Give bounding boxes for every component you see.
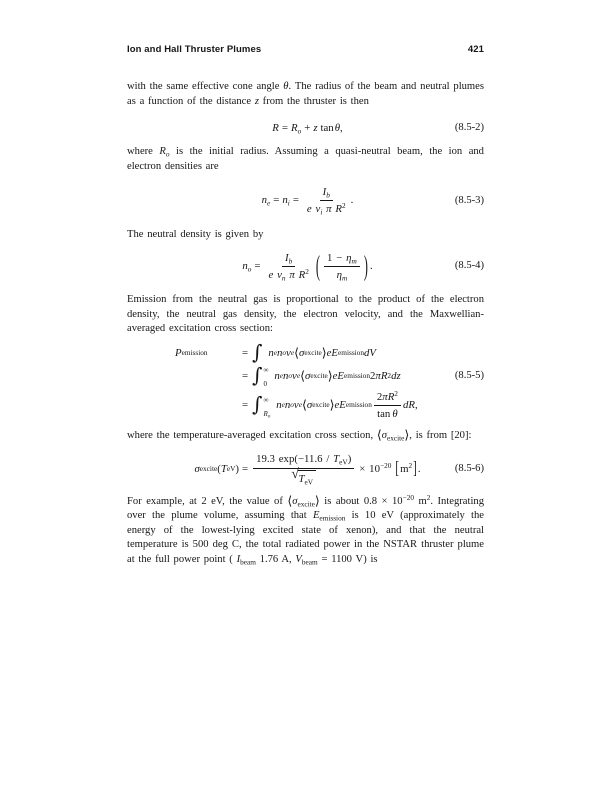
integral-sign: [252, 362, 269, 389]
integral-sign: [252, 339, 263, 364]
equation-label: (8.5-2): [454, 122, 484, 134]
math-var-pi: π: [289, 269, 295, 282]
math-var-sigma: σ: [381, 429, 387, 441]
equation-label: (8.5-6): [454, 462, 484, 474]
plus-sign: +: [304, 122, 311, 135]
equals-sign: =: [273, 194, 280, 207]
math-times-power: [359, 460, 392, 476]
integral-glyph: ∫: [252, 362, 263, 387]
fraction: [304, 185, 349, 216]
math-var-sigma: σ: [304, 369, 311, 382]
math-term: [291, 122, 301, 135]
math-var: n: [268, 346, 274, 359]
math-superscript: 2: [394, 388, 398, 398]
equation-rhs: = ∫ ∞ $R_o$ n e n o v e ⟨ σ excite ⟩ e E emission $\frac{2\pi R^2}{\text{tan θ}}$ dR ,: [242, 388, 418, 420]
math-var-pi: π: [382, 390, 388, 403]
math-var: I: [236, 553, 241, 565]
math-subscript: [289, 256, 293, 265]
left-parenthesis: (: [315, 249, 321, 283]
math-var: e: [296, 370, 301, 380]
math-var: e: [334, 399, 340, 412]
equation-label: (8.5-3): [454, 194, 484, 206]
math-subscript: [288, 199, 290, 208]
text-run: with the same effective cone angle: [127, 81, 284, 92]
text-run: is the initial radius. Assuming a quasi-neutral beam, the ion and electron densities are: [127, 146, 484, 172]
math-term: [242, 260, 251, 273]
right-angle-bracket: ⟩: [327, 367, 333, 383]
times-ten: × 10: [359, 462, 380, 475]
math-var: i: [287, 198, 290, 208]
math-var: T: [220, 462, 227, 475]
math-var: I: [285, 251, 289, 264]
integral-limits: [264, 397, 271, 418]
math-superscript: 2: [426, 492, 431, 502]
equation-label: (8.5-4): [454, 260, 484, 272]
equation-body: [152, 251, 463, 282]
math-subscript: [326, 191, 330, 200]
equation-8-5-2: [127, 122, 484, 135]
math-coefficient: 2: [369, 369, 376, 382]
math-var: e: [298, 400, 302, 410]
math-var: E: [331, 346, 339, 359]
math-var: e: [273, 347, 277, 357]
left-angle-bracket: ⟨: [376, 426, 382, 442]
math-var: P: [175, 346, 182, 359]
fraction: [324, 251, 360, 282]
math-subscript: eV: [339, 457, 348, 467]
math-subscript: excite: [386, 433, 405, 443]
math-function: tan: [377, 407, 391, 420]
math-coefficient: 2: [376, 390, 383, 403]
page-content: [127, 44, 484, 568]
math-term: P emission: [175, 346, 208, 359]
math-var: n: [276, 346, 283, 359]
math-var: R: [263, 409, 268, 418]
math-var: V: [295, 553, 302, 565]
math-var: o: [288, 370, 293, 380]
math-var: o: [267, 413, 271, 420]
upper-limit: ∞: [263, 366, 269, 375]
equation-body: σ excite ( T eV ) = 19.3 $\exp(-11.6 / T_{eV})$ √ $T_{eV}$ × $10^{-20}$ [ $m^2$ ] .: [194, 453, 421, 487]
math-var: b: [288, 256, 293, 266]
left-bracket: [: [395, 458, 400, 478]
math-var: o: [282, 347, 287, 357]
equals-sign: =: [241, 462, 249, 475]
fraction-denominator: [266, 267, 312, 282]
fraction-numerator: [282, 251, 295, 267]
right-angle-bracket: ⟩: [314, 492, 320, 508]
math-subscript: [352, 256, 357, 265]
text-run: is 10 eV (approximately the energy of the lowest-lying excited state of xenon), and that the neutral temperature is 500 deg C, the total radiated power in the NSTAR thruster plume at the full power point (: [127, 510, 484, 565]
math-var: R: [272, 122, 279, 135]
math-var: v: [293, 399, 299, 412]
unit-symbol: m: [400, 462, 409, 475]
math-subscript: eV: [304, 477, 314, 487]
equals-sign: =: [242, 369, 249, 382]
radicand: [298, 470, 317, 486]
math-var: v: [277, 269, 282, 282]
math-var: T: [298, 472, 305, 485]
right-parenthesis: ): [363, 249, 368, 283]
square-root: [291, 466, 316, 487]
math-var: n: [276, 399, 282, 412]
equation-rhs: = ∫ n e n o v e ⟨ σ excite ⟩ e E emission dV: [242, 339, 376, 364]
left-angle-bracket: ⟨: [287, 492, 293, 508]
equation-body: [152, 122, 463, 135]
math-var-eta: η: [336, 269, 342, 282]
right-angle-bracket: ⟩: [404, 426, 410, 442]
fraction-numerator: [324, 251, 360, 267]
math-var: E: [339, 399, 346, 412]
math-var: o: [247, 264, 252, 274]
punctuation: ,: [414, 399, 418, 412]
right-parenthesis: ): [235, 462, 239, 475]
math-subscript: [320, 208, 322, 217]
fraction-denominator: [334, 267, 351, 282]
math-differential: dz: [391, 369, 401, 382]
math-var: i: [320, 207, 323, 217]
math-var: e: [279, 370, 283, 380]
integral-glyph: ∫: [252, 392, 263, 417]
equation-8-5-6: [127, 452, 484, 485]
upper-limit: ∞: [263, 395, 269, 404]
math-unit: [400, 460, 413, 476]
math-function: 19.3 exp: [256, 453, 295, 466]
math-var-z: z: [254, 95, 259, 107]
math-var: I: [322, 186, 327, 199]
text-run: = 1100 V) is: [317, 553, 378, 565]
text-run: . Integrating over the plume volume, assuming that: [127, 495, 484, 522]
math-subscript: [342, 274, 347, 283]
math-var: E: [337, 369, 345, 382]
math-var: n: [281, 273, 286, 283]
running-head-title: Ion and Hall Thruster Plumes: [127, 44, 262, 55]
math-var: m: [351, 256, 357, 266]
math-var: z: [313, 122, 318, 135]
fraction-denominator: [304, 201, 349, 216]
math-var: R: [335, 203, 342, 216]
fraction: [266, 251, 312, 282]
math-superscript: 2: [342, 201, 346, 211]
fraction-denominator: [374, 406, 401, 421]
math-var-pi: π: [326, 203, 332, 216]
math-var: v: [292, 369, 297, 382]
equals-sign: =: [242, 346, 249, 359]
math-var: o: [165, 149, 170, 159]
paragraph-cone-angle: [127, 80, 484, 109]
math-var: e: [290, 347, 295, 357]
left-angle-bracket: ⟨: [294, 344, 299, 360]
lower-limit: [264, 411, 271, 418]
right-bracket: ]: [413, 458, 417, 478]
left-angle-bracket: ⟨: [301, 397, 307, 413]
math-var-theta: θ: [283, 81, 289, 92]
equation-8-5-4: [127, 251, 484, 282]
text-run: m: [414, 495, 427, 507]
right-parenthesis: ): [347, 453, 352, 466]
math-var-sigma: σ: [194, 462, 200, 475]
left-angle-bracket: ⟨: [300, 367, 305, 383]
math-var: n: [242, 260, 248, 273]
math-var: n: [282, 194, 288, 207]
math-var: T: [333, 453, 340, 466]
math-var-sigma: σ: [298, 346, 305, 359]
math-subscript: emission: [319, 513, 346, 523]
math-function: tan: [320, 122, 334, 135]
math-var: o: [297, 126, 302, 136]
math-term: [262, 194, 271, 207]
fraction-denominator: [288, 466, 319, 487]
math-var: R: [159, 146, 166, 158]
math-subscript: [282, 274, 286, 283]
math-var: e: [281, 400, 285, 410]
math-var: n: [274, 369, 280, 382]
math-superscript: −20: [402, 492, 415, 502]
fraction-numerator: [374, 390, 401, 406]
math-term: [159, 146, 169, 157]
punctuation: ,: [340, 122, 343, 135]
math-differential: dV: [363, 346, 376, 359]
math-var: R: [380, 369, 388, 382]
math-term: 1 −: [327, 251, 347, 264]
math-var: o: [290, 400, 294, 410]
equation-line-2: [175, 362, 484, 389]
math-subscript: beam: [301, 557, 318, 567]
text-run: where: [127, 146, 160, 158]
text-run: Emission from the neutral gas is proportional to the product of the electron density, the neutral gas density, the electron velocity, and the Maxwellian-averaged excitation cross section:: [127, 294, 484, 335]
math-superscript: 2: [305, 266, 309, 276]
left-parenthesis: (: [217, 462, 221, 475]
math-subscript: [268, 413, 271, 419]
math-var: e: [267, 198, 271, 208]
equation-line-3: [175, 390, 484, 421]
math-var: e: [306, 203, 312, 216]
math-superscript: 2: [408, 460, 413, 470]
math-subscript: [248, 265, 252, 274]
math-subscript: excite: [297, 499, 315, 509]
math-var: v: [315, 203, 321, 216]
math-var-eta: η: [346, 251, 352, 264]
math-var: n: [261, 194, 268, 207]
integral-glyph: ∫: [252, 339, 263, 364]
right-angle-bracket: ⟩: [329, 397, 335, 413]
math-var-sigma: σ: [306, 399, 313, 412]
paragraph-example: [127, 494, 484, 568]
lower-limit: 0: [263, 380, 268, 389]
text-run: For example, at 2 eV, the value of: [127, 495, 288, 507]
math-superscript: −20: [379, 460, 392, 470]
math-var-theta: θ: [334, 122, 341, 135]
equals-sign: =: [292, 194, 299, 207]
equals-sign: =: [242, 399, 249, 412]
text-run: The neutral density is given by: [127, 229, 264, 241]
equation-label: (8.5-5): [454, 369, 484, 381]
text-run: . The radius of the beam and neutral plumes as a function of the distance: [127, 81, 485, 107]
math-var-theta: θ: [392, 407, 398, 420]
punctuation: .: [369, 260, 373, 273]
text-run: , is from [20]:: [409, 429, 472, 441]
paragraph-neutral-density: [127, 228, 484, 243]
left-parenthesis: (: [294, 453, 298, 466]
math-var: n: [284, 399, 291, 412]
math-coefficient: −11.6 /: [297, 453, 334, 466]
fraction-numerator: [253, 452, 354, 468]
math-var: n: [282, 369, 289, 382]
math-var: E: [312, 510, 320, 522]
text-run: from the thruster is then: [258, 95, 369, 107]
math-subscript: [267, 199, 270, 208]
equation-8-5-5: [175, 339, 484, 421]
math-var-pi: π: [375, 369, 381, 382]
math-var: R: [387, 390, 395, 403]
paragraph-initial-radius: [127, 145, 484, 174]
math-term: [282, 194, 289, 207]
fraction: [253, 452, 354, 485]
page-number: 421: [467, 44, 484, 55]
math-var: R: [298, 269, 306, 282]
math-var: b: [326, 190, 330, 200]
math-subscript: beam: [240, 557, 256, 567]
math-var: m: [341, 273, 348, 283]
page-header: [127, 44, 484, 55]
math-var: v: [286, 346, 291, 359]
text-run: 1.76 A,: [255, 553, 296, 565]
punctuation: .: [350, 194, 354, 207]
paragraph-emission-intro: [127, 293, 484, 337]
page-body: [127, 80, 484, 568]
equals-sign: =: [254, 260, 261, 273]
equation-body: [152, 185, 463, 216]
equation-line-1: [175, 339, 484, 364]
fraction-numerator: [320, 185, 333, 201]
math-var-sigma: σ: [292, 495, 298, 507]
radical-sign: √: [291, 466, 299, 482]
math-differential: dR: [402, 399, 415, 412]
punctuation: .: [417, 462, 421, 475]
equation-8-5-3: [127, 185, 484, 216]
right-angle-bracket: ⟩: [321, 344, 327, 360]
math-var: e: [268, 269, 274, 282]
equation-rhs: = ∫ ∞ 0 n e n o v e ⟨ σ excite ⟩ e E emission 2 π R 2 dz: [242, 362, 401, 389]
math-var: e: [326, 346, 332, 359]
text-run: where the temperature-averaged excitation cross section,: [127, 429, 377, 441]
integral-sign: [252, 392, 271, 420]
integral-limits: [264, 367, 269, 388]
fraction: [374, 390, 401, 421]
paragraph-cross-section-ref: [127, 428, 484, 444]
math-var: R: [290, 122, 298, 135]
text-run: is about 0.8 × 10: [319, 495, 403, 507]
math-subscript: [298, 127, 302, 136]
math-var: e: [332, 369, 338, 382]
equals-sign: =: [281, 122, 288, 135]
